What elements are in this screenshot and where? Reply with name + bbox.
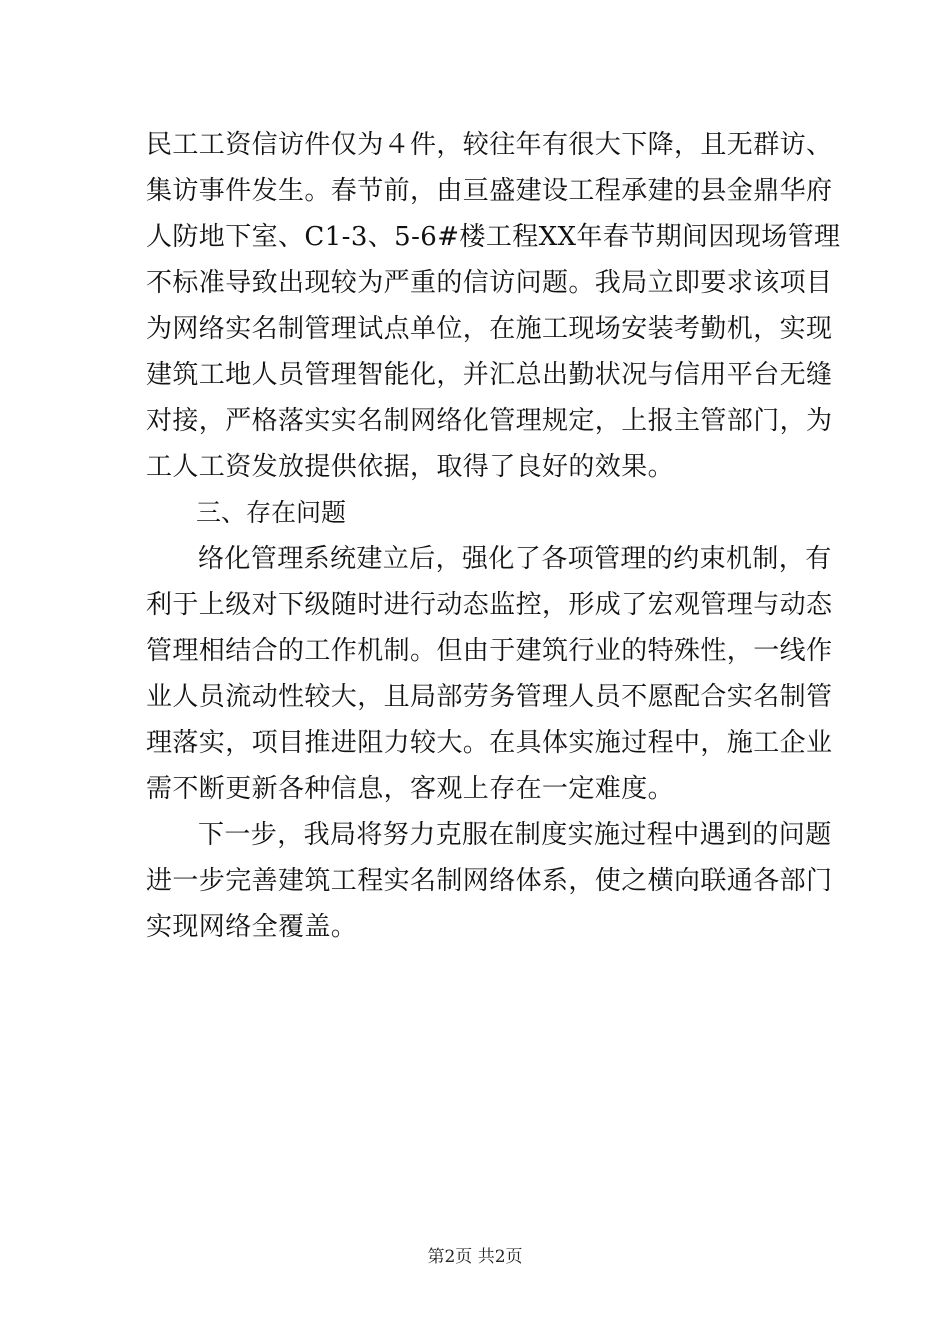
text-line: 为网络实名制管理试点单位，在施工现场安装考勤机，实现 <box>146 314 833 344</box>
text-line: 业人员流动性较大，且局部劳务管理人员不愿配合实名制管 <box>146 682 833 712</box>
paragraph-workers-wages <box>146 122 841 490</box>
text-line: 管理相结合的工作机制。但由于建筑行业的特殊性，一线作 <box>146 636 833 666</box>
document-body <box>146 122 841 950</box>
text-line: 需不断更新各种信息，客观上存在一定难度。 <box>146 774 675 804</box>
text-line: 实现网络全覆盖。 <box>146 912 358 942</box>
section-heading-existing-problems: 三、存在问题 <box>196 498 347 527</box>
text-line: 进一步完善建筑工程实名制网络体系，使之横向联通各部门 <box>146 866 833 896</box>
paragraph-next-steps <box>146 812 833 950</box>
text-line: 集访事件发生。春节前，由亘盛建设工程承建的县金鼎华府 <box>146 176 833 206</box>
paragraph-problems <box>146 536 833 812</box>
text-line: 对接，严格落实实名制网络化管理规定，上报主管部门，为 <box>146 406 833 436</box>
text-line: 民工工资信访件仅为４件，较往年有很大下降，且无群访、 <box>146 130 833 160</box>
text-line: 人防地下室、C1-3、5-6#楼工程XX年春节期间因现场管理 <box>146 222 841 252</box>
text-line: 下一步，我局将努力克服在制度实施过程中遇到的问题 <box>198 820 832 850</box>
text-line: 络化管理系统建立后，强化了各项管理的约束机制，有 <box>198 544 832 574</box>
page-number-footer: 第2页 共2页 <box>427 1247 523 1267</box>
text-line: 理落实，项目推进阻力较大。在具体实施过程中，施工企业 <box>146 728 833 758</box>
text-line: 建筑工地人员管理智能化，并汇总出勤状况与信用平台无缝 <box>146 360 833 390</box>
text-line: 不标准导致出现较为严重的信访问题。我局立即要求该项目 <box>146 268 833 298</box>
text-line: 工人工资发放提供依据，取得了良好的效果。 <box>146 452 675 482</box>
text-line: 利于上级对下级随时进行动态监控，形成了宏观管理与动态 <box>146 590 833 620</box>
